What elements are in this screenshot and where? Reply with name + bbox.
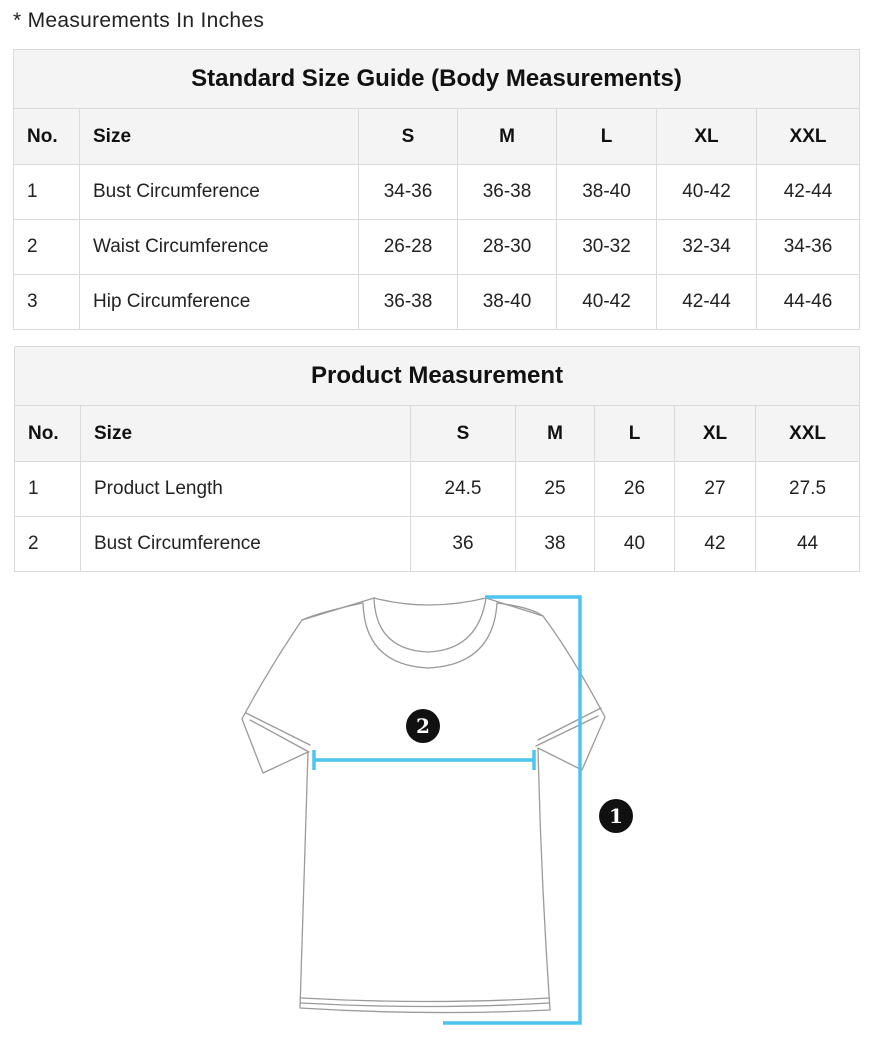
value-l: 26 <box>595 462 675 517</box>
tshirt-outline-icon <box>230 590 650 1030</box>
value-s: 36 <box>411 517 516 572</box>
header-l: L <box>557 109 657 165</box>
value-s: 24.5 <box>411 462 516 517</box>
header-xl: XL <box>657 109 757 165</box>
table-row <box>14 275 860 330</box>
value-s: 26-28 <box>359 220 458 275</box>
measurement-unit-note: * Measurements In Inches <box>13 9 265 32</box>
value-xxl: 44 <box>756 517 860 572</box>
table-row <box>14 220 860 275</box>
row-number: 3 <box>14 275 80 330</box>
table-row <box>15 462 860 517</box>
header-no: No. <box>14 109 80 165</box>
header-xxl: XXL <box>757 109 860 165</box>
value-xl: 27 <box>675 462 756 517</box>
measurement-name: Bust Circumference <box>81 517 411 572</box>
value-l: 40 <box>595 517 675 572</box>
value-l: 38-40 <box>557 165 657 220</box>
bust-measurement-marker <box>405 708 441 744</box>
tshirt-measurement-diagram <box>230 590 650 1030</box>
standard-size-table <box>13 49 860 330</box>
product-measurement-table <box>14 346 860 572</box>
header-xl: XL <box>675 406 756 462</box>
header-m: M <box>516 406 595 462</box>
table-row <box>14 165 860 220</box>
table-header-row <box>14 109 860 165</box>
product-measurement-title: Product Measurement <box>15 347 860 406</box>
value-xl: 42 <box>675 517 756 572</box>
value-xl: 42-44 <box>657 275 757 330</box>
measurement-name: Waist Circumference <box>80 220 359 275</box>
table-header-row <box>15 406 860 462</box>
value-l: 40-42 <box>557 275 657 330</box>
value-m: 36-38 <box>458 165 557 220</box>
value-xl: 32-34 <box>657 220 757 275</box>
value-xxl: 42-44 <box>757 165 860 220</box>
header-no: No. <box>15 406 81 462</box>
row-number: 1 <box>14 165 80 220</box>
value-m: 28-30 <box>458 220 557 275</box>
measurement-name: Hip Circumference <box>80 275 359 330</box>
length-measurement-marker <box>598 798 634 834</box>
value-xxl: 44-46 <box>757 275 860 330</box>
header-s: S <box>411 406 516 462</box>
row-number: 2 <box>14 220 80 275</box>
header-s: S <box>359 109 458 165</box>
header-l: L <box>595 406 675 462</box>
value-s: 36-38 <box>359 275 458 330</box>
row-number: 1 <box>15 462 81 517</box>
value-xl: 40-42 <box>657 165 757 220</box>
value-xxl: 34-36 <box>757 220 860 275</box>
measurement-name: Bust Circumference <box>80 165 359 220</box>
value-xxl: 27.5 <box>756 462 860 517</box>
table-row <box>15 517 860 572</box>
value-s: 34-36 <box>359 165 458 220</box>
standard-size-title: Standard Size Guide (Body Measurements) <box>14 50 860 109</box>
value-l: 30-32 <box>557 220 657 275</box>
bust-marker-label: 2 <box>416 714 430 738</box>
measurement-name: Product Length <box>81 462 411 517</box>
value-m: 25 <box>516 462 595 517</box>
header-size: Size <box>80 109 359 165</box>
value-m: 38 <box>516 517 595 572</box>
header-xxl: XXL <box>756 406 860 462</box>
row-number: 2 <box>15 517 81 572</box>
length-marker-label: 1 <box>609 804 623 828</box>
value-m: 38-40 <box>458 275 557 330</box>
header-m: M <box>458 109 557 165</box>
header-size: Size <box>81 406 411 462</box>
